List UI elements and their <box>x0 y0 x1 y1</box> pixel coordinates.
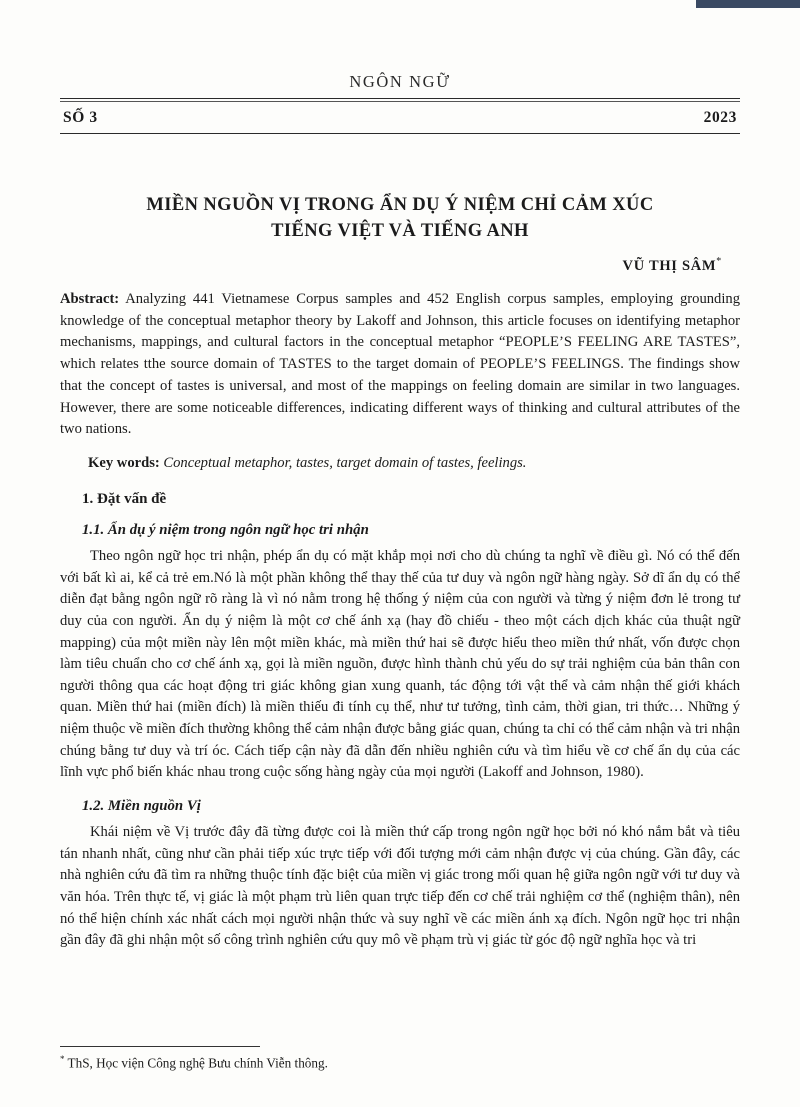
article-title-line-1: MIỀN NGUỒN VỊ TRONG ẨN DỤ Ý NIỆM CHỈ CẢM XÚC <box>146 194 654 215</box>
issue-year: 2023 <box>703 108 737 126</box>
article-title-line-2: TIẾNG VIỆT VÀ TIẾNG ANH <box>271 220 529 241</box>
article-author <box>60 256 740 275</box>
abstract-text: Analyzing 441 Vietnamese Corpus samples and 452 English corpus samples, employing grounding knowledge of the conceptual metaphor theory by Lakoff and Johnson, this article focuses on identifying metaphor mechanisms, mappings, and cultural factors in the conceptual metaphor “PEOPLE’S FEELING ARE TASTES”, which relates tthe source domain of TASTES to the target domain of PEOPLE’S FEELINGS. The findings show that the concept of tastes is universal, and most of the mappings on feeling domain are similar in two languages. However, there are some noticeable differences, indicating different ways of thinking and cultural attributes of the two nations. <box>60 290 740 438</box>
footnote-text: ThS, Học viện Công nghệ Bưu chính Viễn thông. <box>64 1055 328 1071</box>
subsection-heading-1-2: 1.2. Miền nguồn Vị <box>82 798 201 815</box>
abstract-label: Abstract: <box>60 290 120 307</box>
issue-row <box>60 102 740 133</box>
footnote-mark: * <box>60 1054 65 1065</box>
footnote <box>60 1053 740 1073</box>
article-title <box>60 192 740 245</box>
footnote-rule <box>60 1046 260 1047</box>
paragraph-1-2: Khái niệm về Vị trước đây đã từng được coi là miền thứ cấp trong ngôn ngữ học bởi nó khó nắm bắt và tiêu tán nhanh nhất, cũng như cần phải tiếp xúc trực tiếp với đối tượng mới cảm nhận được vị của chúng. Gần đây, các nhà nghiên cứu đã tìm ra những thuộc tính đặc biệt của miền vị giác trong mối quan hệ giữa ngôn ngữ với tư duy và văn hóa. Trên thực tế, vị giác là một phạm trù liên quan trực tiếp đến cơ chế trải nghiệm cơ thể (nghiệm thân), nên nó thể hiện chính xác nhất cách mọi người nhận thức và suy nghĩ về các miền ánh xạ đích. Ngôn ngữ học tri nhận gần đây đã ghi nhận một số công trình nghiên cứu quy mô về phạm trù vị giác từ góc độ ngữ nghĩa học và tri <box>60 824 740 949</box>
journal-name: NGÔN NGỮ <box>349 72 451 91</box>
section-heading-1: 1. Đặt vấn đề <box>82 490 167 507</box>
footnote-area <box>60 1046 740 1073</box>
author-name: VŨ THỊ SÂM <box>622 257 717 274</box>
author-footnote-mark: * <box>716 256 722 268</box>
header-rule-top <box>60 98 740 99</box>
header-rule-bottom <box>60 133 740 134</box>
paragraph-1-1: Theo ngôn ngữ học tri nhận, phép ẩn dụ có mặt khắp mọi nơi cho dù chúng ta nghĩ về điều gì. Nó có thể đến với bất kì ai, kể cả trẻ em.Nó là một phần không thể thay thế của tư duy và ngôn ngữ hàng ngày. Sở dĩ ẩn dụ có thể diễn đạt bằng ngôn ngữ rõ ràng là vì nó nằm trong hệ thống ý niệm của con người và từng ý niệm đơn lẻ trong tư duy của con người. Ẩn dụ ý niệm là một cơ chế ánh xạ (hay đồ chiếu - theo một cách dịch khác của thuật ngữ mapping) của một miền này lên một miền khác, mà miền thứ hai sẽ được hiểu theo miền thứ nhất, vốn được chọn làm tiêu chuẩn cho cơ chế ánh xạ, gọi là miền nguồn, được hình thành chủ yếu do sự trải nghiệm của bản thân con người thông qua các hoạt động tri giác không gian xung quanh, tác động tới vật thể và cảm nhận thế giới khách quan. Miền thứ hai (miền đích) là miền thiếu đi tính cụ thể, như tư tưởng, tình cảm, thời gian, tri thức… Những ý niệm thuộc về miền đích thường không thể cảm nhận được bằng giác quan, chúng ta chỉ có thể cảm nhận và tri nhận chúng bằng tư duy và trí óc. Cách tiếp cận này đã dẫn đến nhiều nghiên cứu và tìm hiểu về cơ chế ẩn dụ của các lĩnh vực phổ biến khác nhau trong cuộc sống hàng ngày của mọi người (Lakoff and Johnson, 1980). <box>60 547 740 781</box>
subsection-heading-1-1: 1.1. Ẩn dụ ý niệm trong ngôn ngữ học tri nhận <box>82 521 369 538</box>
abstract-block <box>60 289 740 441</box>
keywords-text: Conceptual metaphor, tastes, target domain of tastes, feelings. <box>159 455 527 471</box>
keywords-block <box>60 453 740 475</box>
keywords-label: Key words: <box>88 455 160 471</box>
issue-number: SỐ 3 <box>63 108 98 126</box>
